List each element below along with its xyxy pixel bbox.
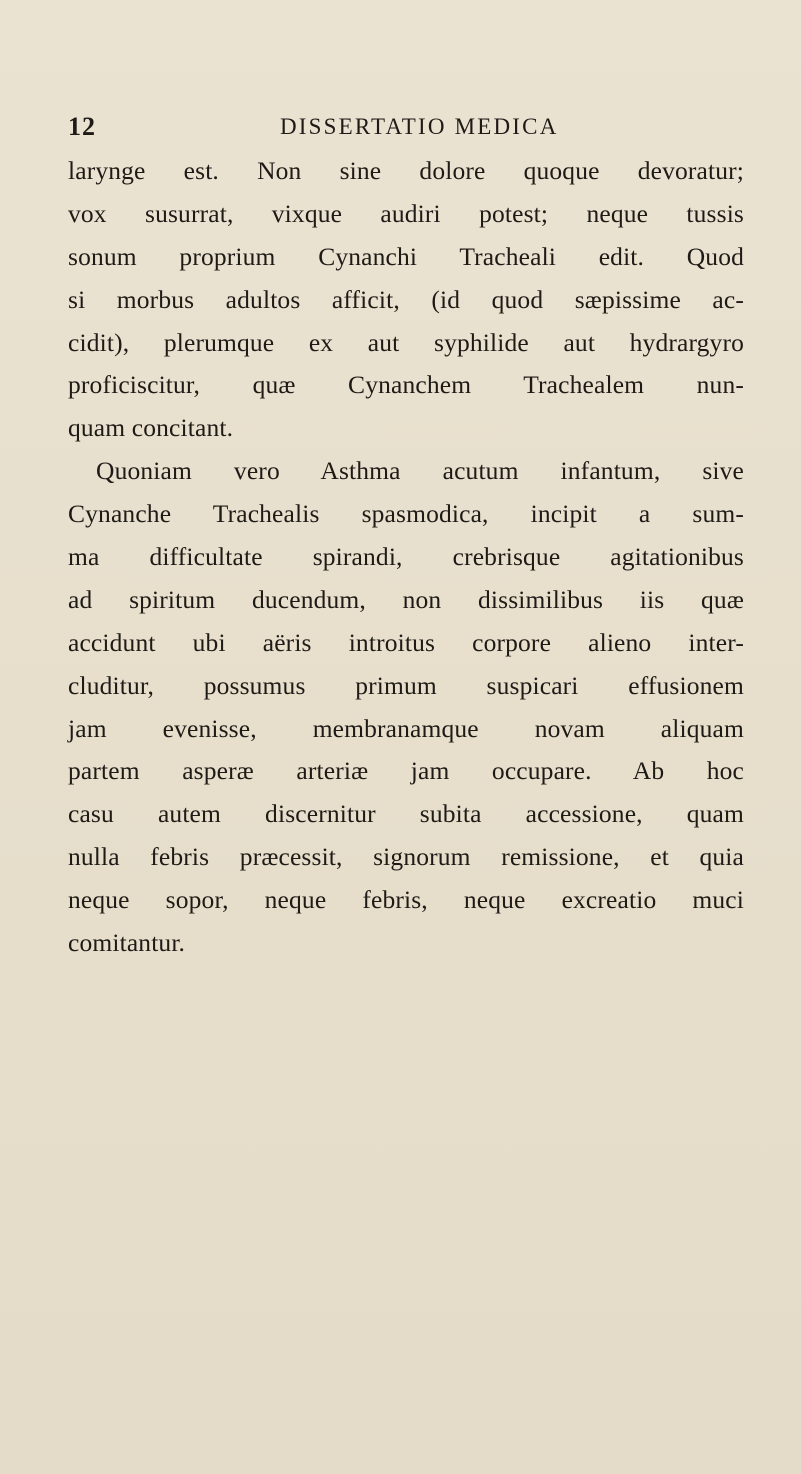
running-header [68, 112, 748, 148]
text-line: quam concitant. [68, 413, 234, 443]
text-line: accidunt ubi aëris introitus corpore alieno inter- [68, 627, 744, 657]
paragraph-start-line: Quoniam vero Asthma acutum infantum, sive [96, 456, 744, 486]
page-number: 12 [68, 112, 96, 141]
text-line: nulla febris præcessit, signorum remissione, et quia [68, 842, 744, 872]
text-line: sonum proprium Cynanchi Tracheali edit. Quod [68, 241, 744, 271]
text-line: proficiscitur, quæ Cynanchem Trachealem nun- [68, 370, 744, 400]
text-line: jam evenisse, membranamque novam aliquam [68, 713, 744, 743]
text-line: ma difficultate spirandi, crebrisque agitationibus [68, 542, 744, 572]
text-line: vox susurrat, vixque audiri potest; neque tussis [68, 198, 744, 228]
text-line: Cynanche Trachealis spasmodica, incipit a sum- [68, 499, 744, 529]
text-line: si morbus adultos afficit, (id quod sæpissime ac- [68, 284, 744, 314]
running-title: DISSERTATIO MEDICA [280, 114, 559, 139]
text-line: cluditur, possumus primum suspicari effusionem [68, 670, 744, 700]
body-text [68, 150, 744, 965]
text-line: partem asperæ arteriæ jam occupare. Ab hoc [68, 756, 744, 786]
text-line: casu autem discernitur subita accessione, quam [68, 799, 744, 829]
text-line: larynge est. Non sine dolore quoque devoratur; [68, 156, 744, 185]
text-line: cidit), plerumque ex aut syphilide aut hydrargyro [68, 327, 744, 357]
text-line: neque sopor, neque febris, neque excreatio muci [68, 885, 744, 915]
text-line: ad spiritum ducendum, non dissimilibus iis quæ [68, 584, 744, 614]
text-line: comitantur. [68, 928, 186, 958]
